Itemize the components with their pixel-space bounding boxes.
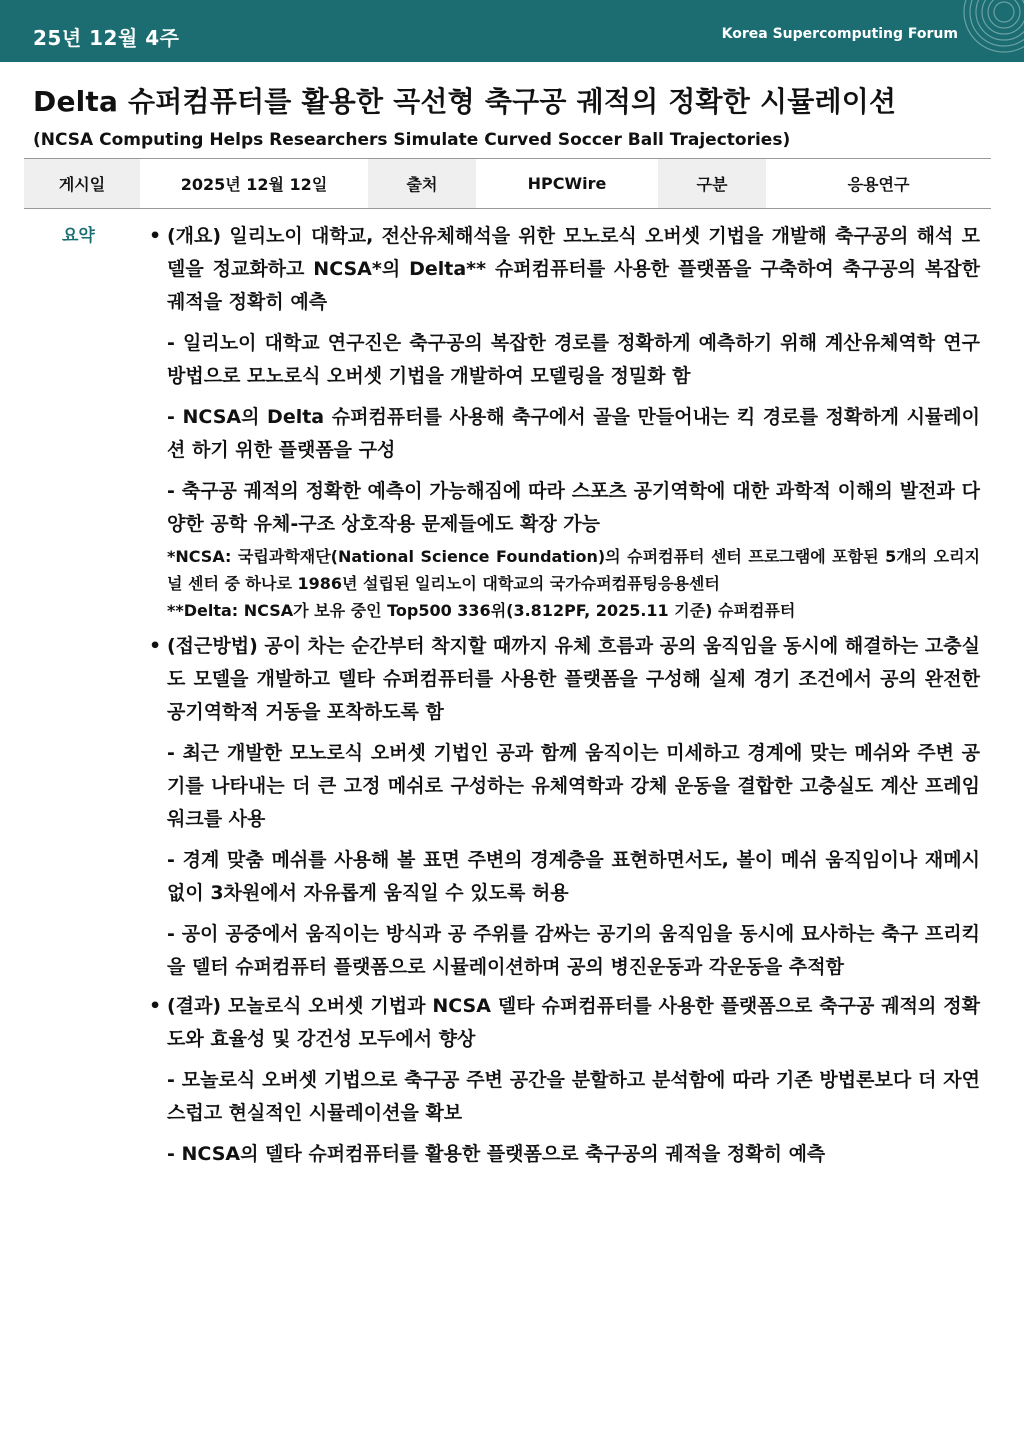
posted-label: 게시일	[24, 159, 140, 208]
approach-sub-3: - 공이 공중에서 움직이는 방식과 공 주위를 감싸는 공기의 움직임을 동시에 묘사하는 축구 프리킥을 델터 슈퍼컴퓨터 플랫폼으로 시뮬레이션하며 공의 병진운동과 각운동을 추적함	[167, 923, 980, 978]
bullet-marker: •	[149, 995, 162, 1017]
page-subtitle: (NCSA Computing Helps Researchers Simulate Curved Soccer Ball Trajectories)	[33, 130, 791, 150]
result-text: (결과) 모놀로식 오버셋 기법과 NCSA 델타 슈퍼컴퓨터를 사용한 플랫폼으로 축구공 궤적의 정확도와 효율성 및 강건성 모두에서 향상	[167, 995, 980, 1050]
category-label: 구분	[658, 159, 766, 208]
approach-sub-1: - 최근 개발한 모노로식 오버셋 기법인 공과 함께 움직이는 미세하고 경계에 맞는 메쉬와 주변 공기를 나타내는 더 큰 고정 메쉬로 구성하는 유체역학과 강체 운동을 결합한 고충실도 계산 프레임워크를 사용	[167, 742, 980, 830]
result-bullet	[149, 990, 980, 1056]
header-bar	[0, 0, 1024, 62]
summary-label: 요약	[62, 226, 95, 246]
approach-bullet	[149, 630, 980, 729]
result-sub-1: - 모놀로식 오버셋 기법으로 축구공 주변 공간을 분할하고 분석함에 따라 기존 방법론보다 더 자연스럽고 현실적인 시뮬레이션을 확보	[167, 1069, 980, 1124]
footnote-delta: **Delta: NCSA가 보유 중인 Top500 336위(3.812PF, 2025.11 기준) 슈퍼컴퓨터	[167, 601, 796, 620]
approach-text: (접근방법) 공이 차는 순간부터 착지할 때까지 유체 흐름과 공의 움직임을 동시에 해결하는 고충실도 모델을 개발하고 델타 슈퍼컴퓨터를 사용한 플랫폼을 구성해 실제 경기 조건에서 공의 완전한 공기역학적 거동을 포착하도록 함	[167, 635, 980, 723]
bullet-marker: •	[149, 225, 162, 247]
approach-sub-2: - 경계 맞춤 메쉬를 사용해 볼 표면 주변의 경계층을 표현하면서도, 볼이 메쉬 움직임이나 재메시 없이 3차원에서 자유롭게 움직일 수 있도록 허용	[167, 849, 980, 904]
bullet-marker: •	[149, 635, 162, 657]
source-value: HPCWire	[527, 174, 607, 193]
overview-sub-1: - 일리노이 대학교 연구진은 축구공의 복잡한 경로를 정확하게 예측하기 위해 계산유체역학 연구 방법으로 모노로식 오버셋 기법을 개발하여 모델링을 정밀화 함	[167, 332, 980, 387]
source-label: 출처	[368, 159, 476, 208]
swirl-logo-icon	[944, 0, 1024, 62]
header-forum-name: Korea Supercomputing Forum	[721, 26, 958, 42]
posted-value: 2025년 12월 12일	[180, 175, 328, 194]
footnote-ncsa: *NCSA: 국립과학재단(National Science Foundation)의 슈퍼컴퓨터 센터 프로그램에 포함된 5개의 오리지널 센터 중 하나로 1986년 설립된 일리노이 대학교의 국가슈퍼컴퓨팅응용센터	[167, 547, 980, 593]
overview-text: (개요) 일리노이 대학교, 전산유체해석을 위한 모노로식 오버셋 기법을 개발해 축구공의 해석 모델을 정교화하고 NCSA*의 Delta** 슈퍼컴퓨터를 사용한 플랫폼을 구축하여 축구공의 복잡한 궤적을 정확히 예측	[167, 225, 980, 313]
summary-content	[149, 220, 980, 1171]
overview-sub-3: - 축구공 궤적의 정확한 예측이 가능해짐에 따라 스포츠 공기역학에 대한 과학적 이해의 발전과 다양한 공학 유체-구조 상호작용 문제들에도 확장 가능	[167, 480, 980, 535]
overview-bullet	[149, 220, 980, 319]
header-week: 25년 12월 4주	[33, 26, 180, 50]
category-value: 응용연구	[847, 175, 910, 194]
page-title: Delta 슈퍼컴퓨터를 활용한 곡선형 축구공 궤적의 정확한 시뮬레이션	[33, 85, 897, 118]
meta-table	[24, 158, 991, 209]
result-sub-2: - NCSA의 델타 슈퍼컴퓨터를 활용한 플랫폼으로 축구공의 궤적을 정확히 예측	[167, 1143, 826, 1165]
title-block	[33, 80, 993, 150]
overview-sub-2: - NCSA의 Delta 슈퍼컴퓨터를 사용해 축구에서 골을 만들어내는 킥 경로를 정확하게 시뮬레이션 하기 위한 플랫폼을 구성	[167, 406, 980, 461]
